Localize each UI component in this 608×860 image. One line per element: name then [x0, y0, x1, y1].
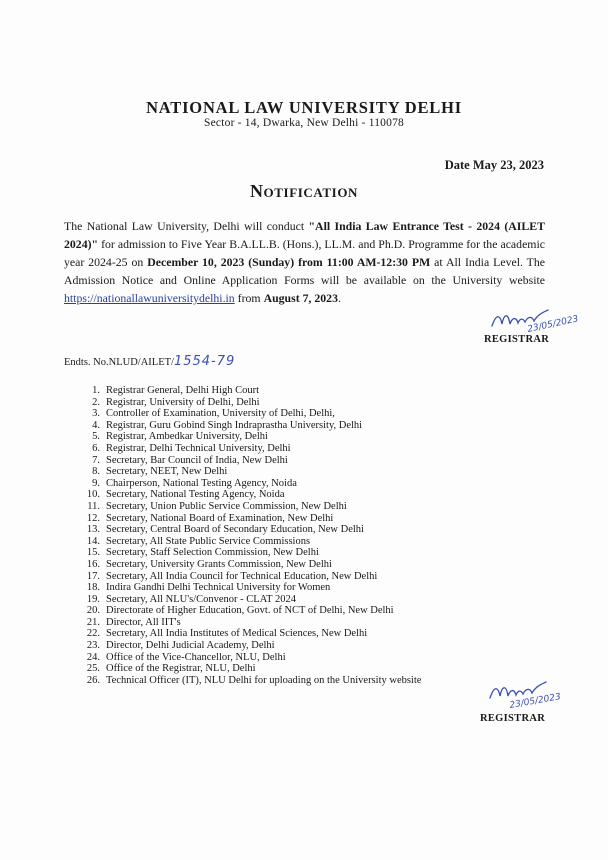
notification-date: Date May 23, 2023 — [444, 158, 544, 172]
university-name: NATIONAL LAW UNIVERSITY DELHI — [146, 98, 462, 117]
endorsement-number — [64, 354, 235, 369]
svg-text:23/05/2023: 23/05/2023 — [508, 692, 562, 711]
distribution-list — [78, 385, 478, 686]
list-item-text: Chairperson, National Testing Agency, Noida — [106, 477, 297, 489]
signature-scrawl-icon — [486, 676, 596, 716]
list-item — [78, 640, 478, 652]
list-item-number: 21. — [86, 616, 100, 628]
body-text-part: for admission to Five Year B.A.LL.B. (Hons.), LL.M. and Ph.D. Programme for the academic year 2024-25 on — [64, 237, 545, 269]
website-link[interactable]: https://nationallawuniversitydelhi.in — [64, 291, 235, 305]
list-item-number: 1. — [92, 385, 100, 396]
list-item — [78, 605, 478, 617]
list-item-text: Director, Delhi Judicial Academy, Delhi — [106, 640, 275, 652]
list-item-number: 17. — [86, 570, 100, 582]
registrar-signature-1 — [488, 296, 598, 336]
list-item-number: 22. — [86, 628, 100, 640]
list-item-number: 23. — [86, 640, 100, 652]
list-item-number: 10. — [86, 489, 100, 501]
list-item-number: 13. — [86, 524, 100, 536]
list-item-text: Secretary, Bar Council of India, New Delhi — [106, 454, 288, 466]
list-item — [78, 652, 478, 664]
list-item-text: Secretary, National Board of Examination, New Delhi — [106, 512, 334, 524]
list-item-text: Secretary, Union Public Service Commission, New Delhi — [106, 500, 347, 512]
list-item-text: Registrar, Delhi Technical University, Delhi — [106, 442, 291, 454]
list-item — [78, 559, 478, 571]
list-item-number: 18. — [86, 582, 100, 594]
list-item-number: 11. — [87, 500, 100, 512]
list-item-number: 19. — [86, 593, 100, 605]
list-item-number: 14. — [86, 535, 100, 547]
list-item — [78, 524, 478, 536]
body-text-part: from — [234, 291, 264, 305]
list-item — [78, 443, 478, 455]
exam-date: December 10, 2023 (Sunday) from 11:00 AM-12:30 PM — [147, 255, 431, 269]
list-item — [78, 571, 478, 583]
list-item — [78, 594, 478, 606]
list-item-text: Controller of Examination, University of Delhi, Delhi, — [106, 408, 335, 420]
list-item — [78, 431, 478, 443]
list-item-number: 4. — [92, 419, 100, 431]
list-item-text: Secretary, Central Board of Secondary Education, New Delhi — [106, 524, 364, 536]
list-item — [78, 501, 478, 513]
list-item-number: 26. — [86, 674, 100, 686]
list-item-text: Indira Gandhi Delhi Technical University for Women — [106, 582, 331, 594]
list-item-number: 15. — [86, 547, 100, 559]
list-item-number: 20. — [86, 605, 100, 617]
list-item-text: Registrar, Guru Gobind Singh Indraprastha University, Delhi — [106, 419, 363, 431]
list-item-text: Secretary, All State Public Service Commissions — [106, 535, 311, 547]
list-item — [78, 385, 478, 397]
list-item-text: Director, All IIT's — [106, 616, 181, 628]
list-item-text: Secretary, Staff Selection Commission, New Delhi — [106, 547, 319, 559]
list-item-number: 16. — [86, 558, 100, 570]
list-item — [78, 408, 478, 420]
list-item-text: Registrar, University of Delhi, Delhi — [106, 396, 260, 408]
list-item — [78, 466, 478, 478]
list-item-number: 8. — [92, 466, 100, 478]
list-item-number: 5. — [92, 431, 100, 443]
list-item-number: 7. — [92, 454, 100, 466]
list-item — [78, 513, 478, 525]
list-item-text: Secretary, National Testing Agency, Noida — [106, 489, 285, 501]
list-item-text: Secretary, All NLU's/Convenor - CLAT 2024 — [106, 593, 296, 605]
list-item-text: Secretary, NEET, New Delhi — [106, 466, 228, 478]
body-text-part: The National Law University, Delhi will conduct — [64, 219, 309, 233]
list-item-number: 9. — [92, 477, 100, 489]
list-item — [78, 617, 478, 629]
list-item — [78, 420, 478, 432]
list-item — [78, 628, 478, 640]
svg-text:23/05/2023: 23/05/2023 — [526, 314, 580, 335]
list-item-text: Registrar, Ambedkar University, Delhi — [106, 431, 268, 443]
list-item-text: Registrar General, Delhi High Court — [106, 385, 260, 396]
list-item-text: Office of the Vice-Chancellor, NLU, Delhi — [106, 651, 286, 663]
list-item-text: Directorate of Higher Education, Govt. of NCT of Delhi, New Delhi — [106, 605, 394, 617]
list-item-number: 6. — [92, 442, 100, 454]
list-item-text: Secretary, All India Council for Technical Education, New Delhi — [106, 570, 378, 582]
list-item-number: 2. — [92, 396, 100, 408]
body-text-part: . — [337, 291, 341, 305]
notification-body — [64, 217, 545, 307]
list-item-number: 12. — [86, 512, 100, 524]
list-item — [78, 582, 478, 594]
list-item-text: Secretary, University Grants Commission, New Delhi — [106, 558, 332, 570]
endorsement-handwritten-number: 1554-79 — [173, 354, 236, 369]
list-item-number: 24. — [86, 651, 100, 663]
university-address: Sector - 14, Dwarka, New Delhi - 110078 — [204, 117, 404, 129]
list-item-text: Technical Officer (IT), NLU Delhi for uploading on the University website — [106, 674, 422, 686]
registrar-signature-2 — [486, 676, 596, 716]
list-item — [78, 547, 478, 559]
registrar-title-2: REGISTRAR — [480, 713, 546, 724]
list-item — [78, 397, 478, 409]
registrar-title-1: REGISTRAR — [484, 334, 550, 345]
page-title: Notification — [249, 181, 359, 201]
list-item — [78, 663, 478, 675]
endorsement-prefix: Endts. No.NLUD/AILET/ — [64, 357, 174, 368]
list-item — [78, 478, 478, 490]
body-text-part: at All India Level. The Admission Notice and Online Application Forms will be available on the University website — [64, 255, 545, 287]
list-item — [78, 489, 478, 501]
list-item-text: Office of the Registrar, NLU, Delhi — [106, 663, 256, 675]
signature-scrawl-icon — [488, 296, 598, 336]
list-item — [78, 675, 478, 687]
list-item-number: 3. — [92, 408, 100, 420]
available-date: August 7, 2023 — [263, 291, 338, 305]
list-item-text: Secretary, All India Institutes of Medical Sciences, New Delhi — [106, 628, 368, 640]
exam-name: "All India Law Entrance Test - 2024 (AILET 2024)" — [64, 219, 545, 251]
list-item — [78, 455, 478, 467]
list-item — [78, 536, 478, 548]
list-item-number: 25. — [86, 663, 100, 675]
